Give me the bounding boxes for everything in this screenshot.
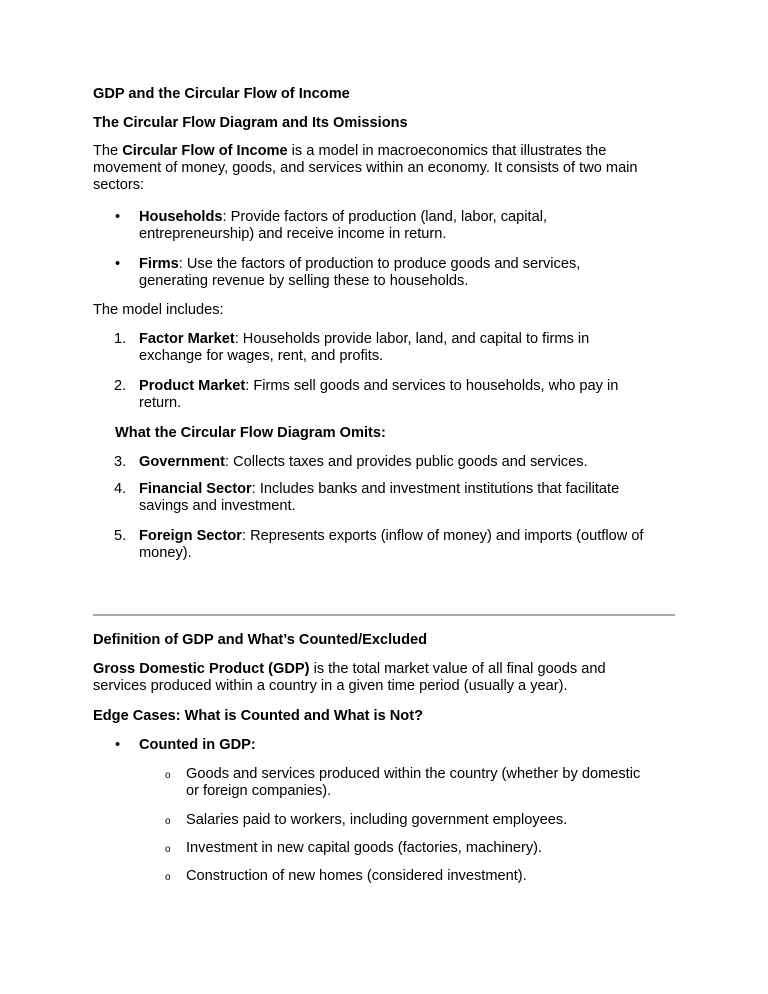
sub-list-item [165, 840, 686, 857]
gdp-definition-paragraph [93, 661, 678, 695]
definition-text: is the total market value of all final goods and [309, 661, 606, 677]
bullet-icon: • [115, 737, 121, 753]
list-item-factor-market [114, 331, 699, 365]
list-item-text: entrepreneurship) and receive income in return. [139, 226, 447, 242]
sub-list-text: Construction of new homes (considered investment). [186, 868, 527, 884]
bullet-icon: • [115, 256, 121, 272]
list-item-text: money). [139, 545, 192, 561]
definition-text: services produced within a country in a given time period (usually a year). [93, 678, 568, 694]
list-item-term: Factor Market [139, 331, 235, 347]
list-item-text: generating revenue by selling these to households. [139, 273, 469, 289]
edge-cases-heading: Edge Cases: What is Counted and What is Not? [93, 708, 423, 724]
horizontal-divider [93, 614, 675, 616]
list-item-counted [115, 737, 699, 754]
circle-bullet-icon: o [165, 844, 171, 855]
list-item-term: Financial Sector [139, 481, 252, 497]
circle-bullet-icon: o [165, 872, 171, 883]
list-item-text: : Use the factors of production to produce goods and services, [178, 256, 581, 272]
sub-list-text: Investment in new capital goods (factories, machinery). [186, 840, 543, 856]
intro-text: sectors: [93, 177, 145, 193]
list-item-text: exchange for wages, rent, and profits. [139, 348, 384, 364]
intro-term: Circular Flow of Income [122, 143, 288, 159]
list-item-text: : Collects taxes and provides public goods and services. [224, 454, 588, 470]
sub-list-text: Salaries paid to workers, including government employees. [186, 812, 568, 828]
intro-paragraph [93, 143, 678, 194]
list-item-term: Government [139, 454, 225, 470]
omits-heading: What the Circular Flow Diagram Omits: [115, 425, 386, 441]
intro-text: The [93, 143, 123, 159]
list-item-text: : Households provide labor, land, and capital to firms in [234, 331, 590, 347]
intro-text: is a model in macroeconomics that illustrates the [287, 143, 607, 159]
list-item-firms [115, 256, 699, 290]
list-item-text: : Represents exports (inflow of money) and imports (outflow of [241, 528, 644, 544]
bullet-icon: • [115, 209, 121, 225]
intro-text: movement of money, goods, and services within an economy. It consists of two main [93, 160, 638, 176]
list-item-text: : Provide factors of production (land, labor, capital, [222, 209, 547, 225]
list-number: 5. [114, 528, 127, 544]
counted-label: Counted in GDP: [139, 737, 256, 753]
circle-bullet-icon: o [165, 770, 171, 781]
list-item-term: Households [139, 209, 223, 225]
list-item-text: : Includes banks and investment institutions that facilitate [251, 481, 620, 497]
sub-list-text: Goods and services produced within the country (whether by domestic [186, 766, 641, 782]
list-number: 4. [114, 481, 127, 497]
list-item-financial-sector [114, 481, 699, 515]
list-item-text: savings and investment. [139, 498, 296, 514]
model-includes-label: The model includes: [93, 302, 224, 318]
section-heading-circular-flow: The Circular Flow Diagram and Its Omissions [93, 115, 408, 131]
list-item-term: Foreign Sector [139, 528, 242, 544]
list-item-term: Product Market [139, 378, 246, 394]
gdp-term: Gross Domestic Product (GDP) [93, 661, 310, 677]
sub-list-item [165, 766, 686, 800]
sub-list-item [165, 812, 686, 829]
list-item-product-market [114, 378, 699, 412]
list-item-households [115, 209, 699, 243]
list-item-government [114, 454, 699, 471]
sub-list-item [165, 868, 686, 885]
list-item-text: return. [139, 395, 182, 411]
list-number: 3. [114, 454, 127, 470]
list-number: 1. [114, 331, 127, 347]
list-number: 2. [114, 378, 127, 394]
document-title: GDP and the Circular Flow of Income [93, 86, 350, 102]
list-item-text: : Firms sell goods and services to households, who pay in [245, 378, 619, 394]
section-heading-gdp-definition: Definition of GDP and What’s Counted/Excluded [93, 632, 428, 648]
list-item-foreign-sector [114, 528, 739, 562]
list-item-term: Firms [139, 256, 179, 272]
sub-list-text: or foreign companies). [186, 783, 332, 799]
circle-bullet-icon: o [165, 816, 171, 827]
